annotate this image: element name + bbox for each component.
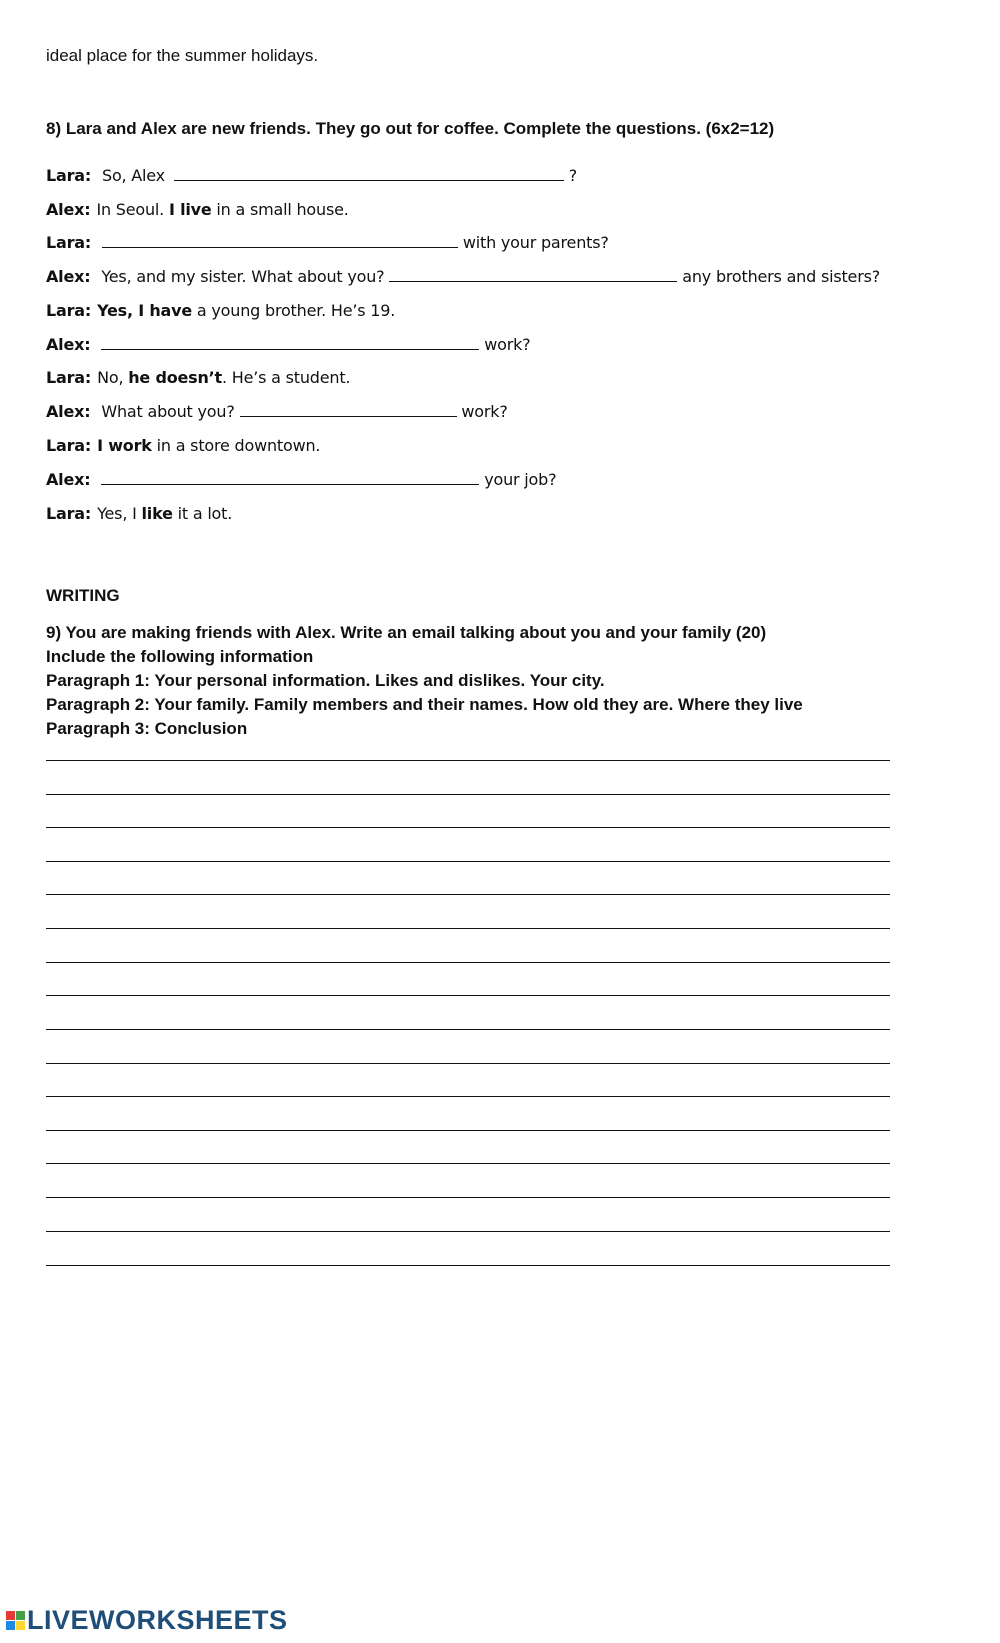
line-text-bold: I work	[97, 436, 152, 455]
logo-block	[6, 1611, 15, 1620]
writing-heading: WRITING	[46, 586, 120, 605]
dialog-line-6	[46, 335, 530, 354]
dialog-line-11	[46, 504, 232, 523]
instruction-line: Paragraph 1: Your personal information. Likes and dislikes. Your city.	[46, 671, 605, 690]
speaker-label: Lara:	[46, 166, 92, 185]
line-text: Yes, and my sister. What about you?	[101, 267, 385, 286]
writing-line[interactable]	[46, 794, 890, 795]
writing-line[interactable]	[46, 962, 890, 963]
dialog-line-3	[46, 233, 609, 252]
line-text-after: work?	[461, 402, 508, 421]
dialog-line-1	[46, 166, 577, 185]
line-text: . He’s a student.	[222, 368, 351, 387]
speaker-label: Lara:	[46, 233, 92, 252]
line-text-after: with your parents?	[462, 233, 609, 252]
speaker-label: Lara:	[46, 301, 92, 320]
logo-block	[16, 1621, 25, 1630]
line-text-after: ?	[568, 166, 578, 185]
answer-blank-3[interactable]	[389, 267, 677, 282]
speaker-label: Lara:	[46, 436, 92, 455]
line-text-bold: Yes, I have	[97, 301, 193, 320]
writing-line[interactable]	[46, 995, 890, 996]
line-text-bold: he doesn’t	[128, 368, 222, 387]
instruction-line: Paragraph 3: Conclusion	[46, 719, 248, 738]
writing-line[interactable]	[46, 1163, 890, 1164]
dialog-line-2	[46, 200, 349, 219]
speaker-label: Lara:	[46, 368, 92, 387]
answer-blank-2[interactable]	[102, 233, 458, 248]
line-text-bold: like	[141, 504, 173, 523]
speaker-label: Alex:	[46, 402, 91, 421]
writing-line[interactable]	[46, 1096, 890, 1097]
answer-blank-4[interactable]	[101, 335, 479, 350]
speaker-label: Alex:	[46, 470, 91, 489]
line-text-bold: I live	[168, 200, 212, 219]
writing-line[interactable]	[46, 760, 890, 761]
line-text-after: your job?	[484, 470, 557, 489]
writing-line[interactable]	[46, 827, 890, 828]
instruction-line: Paragraph 2: Your family. Family members and their names. How old they are. Where they live	[46, 695, 803, 714]
question-9-instructions	[46, 621, 803, 741]
line-text: in a small house.	[211, 200, 349, 219]
line-text: a young brother. He’s 19.	[192, 301, 396, 320]
writing-line[interactable]	[46, 1197, 890, 1198]
logo-icon	[6, 1611, 25, 1630]
line-text: No,	[97, 368, 129, 387]
writing-line[interactable]	[46, 1063, 890, 1064]
writing-line[interactable]	[46, 1029, 890, 1030]
line-text-after: work?	[484, 335, 531, 354]
speaker-label: Alex:	[46, 335, 91, 354]
dialog-line-10	[46, 470, 556, 489]
instruction-line: Include the following information	[46, 647, 314, 666]
dialog-line-7	[46, 368, 350, 387]
speaker-label: Lara:	[46, 504, 92, 523]
liveworksheets-logo	[6, 1604, 288, 1636]
writing-line[interactable]	[46, 1130, 890, 1131]
writing-line[interactable]	[46, 928, 890, 929]
logo-text: LIVEWORKSHEETS	[27, 1604, 288, 1635]
continued-text: ideal place for the summer holidays.	[46, 46, 319, 65]
speaker-label: Alex:	[46, 267, 91, 286]
writing-line[interactable]	[46, 894, 890, 895]
line-text-after: any brothers and sisters?	[682, 267, 881, 286]
logo-block	[6, 1621, 15, 1630]
logo-block	[16, 1611, 25, 1620]
line-text: What about you?	[101, 402, 235, 421]
instruction-line: 9) You are making friends with Alex. Write an email talking about you and your family (20)	[46, 623, 767, 642]
line-text: Yes, I	[97, 504, 142, 523]
dialog-line-9	[46, 436, 320, 455]
answer-blank-1[interactable]	[174, 166, 564, 181]
dialog-line-8	[46, 402, 508, 421]
writing-line[interactable]	[46, 861, 890, 862]
dialog-line-4	[46, 267, 880, 286]
writing-line[interactable]	[46, 1231, 890, 1232]
question-8-title: 8) Lara and Alex are new friends. They go out for coffee. Complete the questions. (6x2=12)	[46, 119, 775, 138]
line-text: So, Alex	[101, 166, 165, 185]
dialog-line-5	[46, 301, 395, 320]
answer-blank-6[interactable]	[101, 470, 479, 485]
line-text: in a store downtown.	[151, 436, 321, 455]
speaker-label: Alex:	[46, 200, 91, 219]
answer-blank-5[interactable]	[240, 402, 457, 417]
line-text: it a lot.	[172, 504, 233, 523]
writing-line[interactable]	[46, 1265, 890, 1266]
line-text: In Seoul.	[96, 200, 169, 219]
